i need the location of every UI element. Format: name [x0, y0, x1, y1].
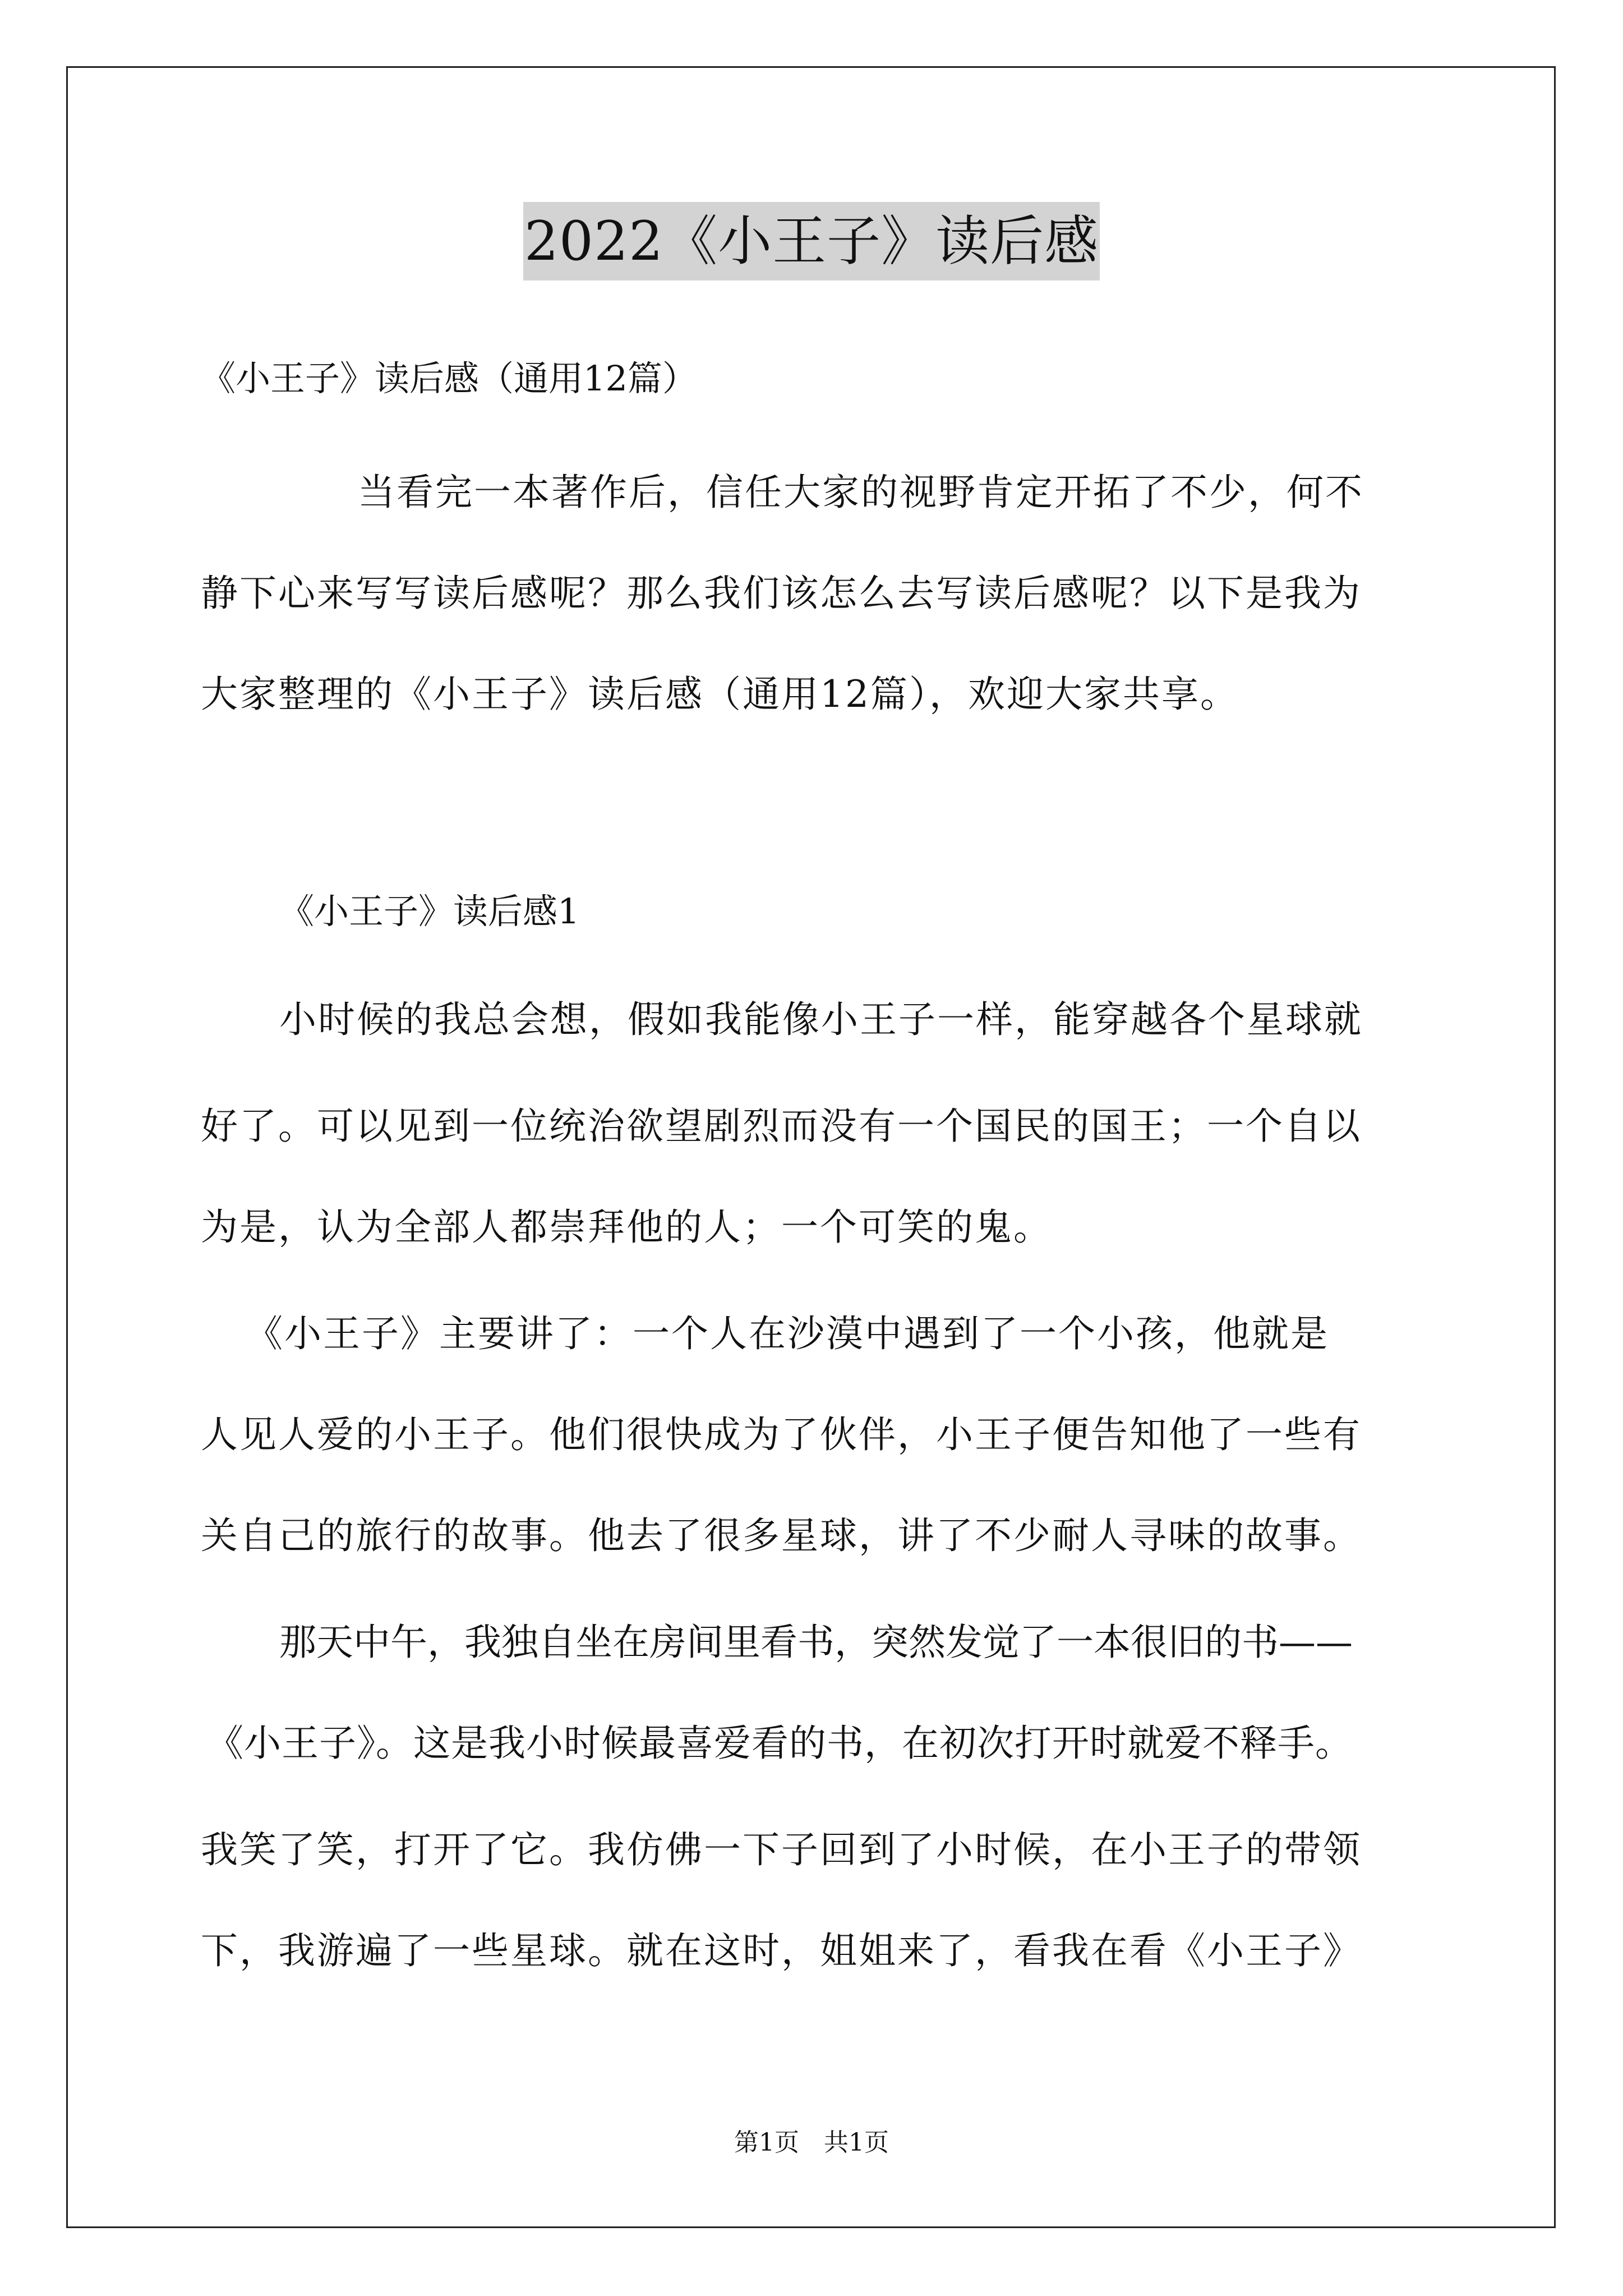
page-footer: 第1页 共1页 — [734, 2128, 889, 2157]
document-subtitle: 《小王子》读后感（通用12篇） — [201, 358, 697, 399]
body-line: 为是，认为全部人都崇拜他的人；一个可笑的鬼。 — [201, 1205, 1052, 1249]
body-line: 我笑了笑，打开了它。我仿佛一下子回到了小时候，在小王子的带领 — [201, 1828, 1362, 1871]
body-line: 关自己的旅行的故事。他去了很多星球，讲了不少耐人寻味的故事。 — [201, 1514, 1362, 1557]
body-line: 好了。可以见到一位统治欲望剧烈而没有一个国民的国王；一个自以 — [201, 1105, 1362, 1148]
body-line: 小时候的我总会想，假如我能像小王子一样，能穿越各个星球就 — [279, 998, 1363, 1041]
section-heading: 《小王子》读后感1 — [279, 891, 580, 932]
intro-line: 静下心来写写读后感呢？那么我们该怎么去写读后感呢？以下是我为 — [201, 572, 1362, 615]
body-line: 人见人爱的小王子。他们很快成为了伙伴，小王子便告知他了一些有 — [201, 1413, 1362, 1456]
body-line: 那天中午，我独自坐在房间里看书，突然发觉了一本很旧的书—— — [279, 1621, 1353, 1664]
intro-line: 当看完一本著作后，信任大家的视野肯定开拓了不少，何不 — [358, 471, 1364, 514]
document-title: 2022《小王子》读后感 — [523, 202, 1100, 280]
intro-line: 大家整理的《小王子》读后感（通用12篇），欢迎大家共享。 — [201, 673, 1239, 716]
body-line: 《小王子》主要讲了：一个人在沙漠中遇到了一个小孩，他就是 — [246, 1312, 1329, 1355]
body-line: 《小王子》。这是我小时候最喜爱看的书，在初次打开时就爱不释手。 — [206, 1722, 1353, 1765]
title-container — [0, 202, 1623, 280]
body-line: 下，我游遍了一些星球。就在这时，姐姐来了，看我在看《小王子》 — [201, 1929, 1362, 1972]
